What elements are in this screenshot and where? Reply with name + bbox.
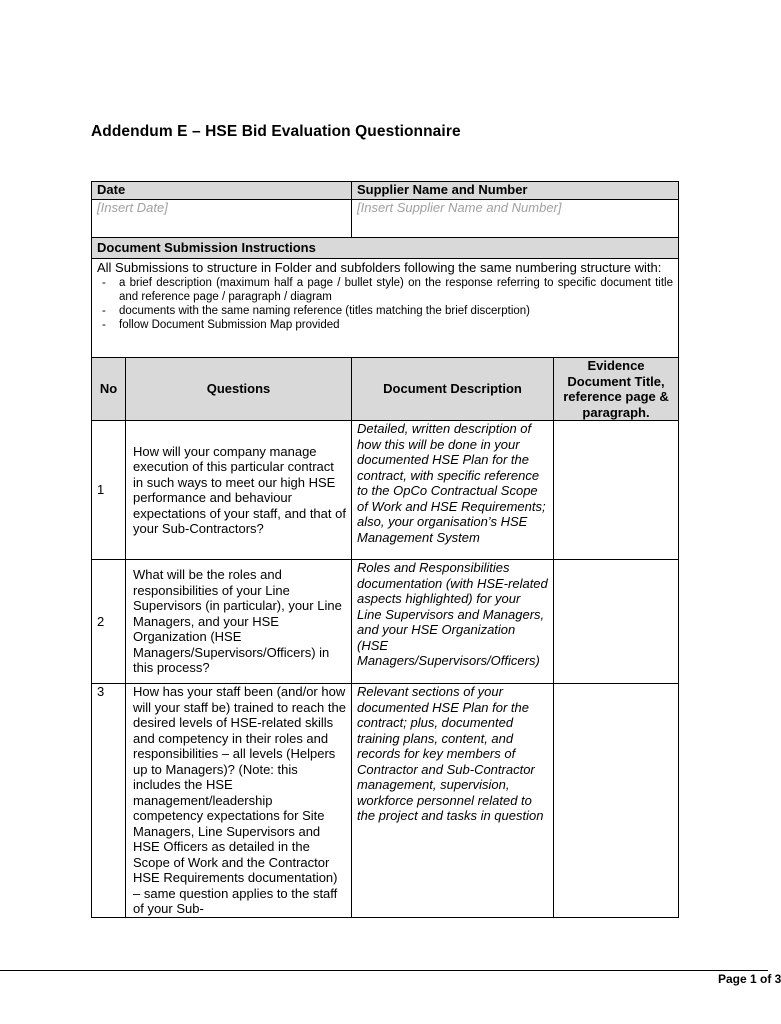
question-text: What will be the roles and responsibilities of your Line Supervisors (in particular), your Line Managers, and your HSE Organization (HSE Managers/Supervisors/Officers) in this process? xyxy=(126,560,352,684)
questionnaire-table xyxy=(91,181,679,918)
document-description: Roles and Responsibilities documentation (with HSE-related aspects highlighted) for your Line Supervisors and Managers, and your HSE Organization (HSE Managers/Supervisors/Officers) xyxy=(352,560,554,684)
instruction-text: a brief description (maximum half a page / bullet style) on the response referring to specific document title and reference page / paragraph / diagram xyxy=(119,276,674,303)
bullet-dash: - xyxy=(102,276,106,289)
document-description: Relevant sections of your documented HSE Plan for the contract; plus, documented training plans, content, and records for key members of Contractor and Sub-Contractor management, supervision, workforce personnel related to the project and tasks in question xyxy=(352,684,554,918)
list-item xyxy=(97,304,673,318)
row-number: 1 xyxy=(92,421,126,560)
date-supplier-input-row xyxy=(92,200,679,238)
instructions-heading: Document Submission Instructions xyxy=(92,238,679,259)
instructions-heading-row xyxy=(92,238,679,259)
page-title: Addendum E – HSE Bid Evaluation Questionnaire xyxy=(91,123,461,140)
bullet-dash: - xyxy=(102,304,106,317)
instruction-text: follow Document Submission Map provided xyxy=(119,318,340,331)
evidence-cell[interactable] xyxy=(554,684,679,918)
column-header-no: No xyxy=(92,358,126,421)
table-row xyxy=(92,421,679,560)
date-field[interactable]: [Insert Date] xyxy=(92,200,352,238)
instructions-body-row xyxy=(92,259,679,358)
row-number: 3 xyxy=(92,684,126,918)
document-description: Detailed, written description of how this will be done in your documented HSE Plan for the contract, with specific reference to the OpCo Contractual Scope of Work and HSE Requirements; also, your organisation’s HSE Management System xyxy=(352,421,554,560)
instruction-text: documents with the same naming reference (titles matching the brief discerption) xyxy=(119,304,531,317)
list-item xyxy=(97,318,673,332)
evidence-cell[interactable] xyxy=(554,560,679,684)
bullet-dash: - xyxy=(102,318,106,331)
date-label: Date xyxy=(92,182,352,200)
column-header-description: Document Description xyxy=(352,358,554,421)
instructions-intro: All Submissions to structure in Folder and subfolders following the same numbering structure with: xyxy=(97,260,662,275)
supplier-label: Supplier Name and Number xyxy=(352,182,679,200)
evidence-cell[interactable] xyxy=(554,421,679,560)
instructions-body xyxy=(92,259,679,358)
list-item xyxy=(97,276,673,304)
supplier-field[interactable]: [Insert Supplier Name and Number] xyxy=(352,200,679,238)
row-number: 2 xyxy=(92,560,126,684)
column-header-questions: Questions xyxy=(126,358,352,421)
date-supplier-header-row xyxy=(92,182,679,200)
footer-divider xyxy=(0,970,768,971)
column-header-evidence: Evidence Document Title, reference page & paragraph. xyxy=(554,358,679,421)
question-text: How has your staff been (and/or how will your staff be) trained to reach the desired levels of HSE-related skills and competency in their roles and responsibilities – all levels (Helpers up to Managers)? (Note: this includes the HSE management/leadership competency expectations for Site Managers, Line Supervisors and HSE Officers as detailed in the Scope of Work and the Contractor HSE Requirements documentation) – same question applies to the staff of your Sub- xyxy=(126,684,352,918)
question-text: How will your company manage execution of this particular contract in such ways to meet our high HSE performance and behaviour expectations of your staff, and that of your Sub-Contractors? xyxy=(126,421,352,560)
page-number: Page 1 of 3 xyxy=(718,972,781,986)
column-header-row xyxy=(92,358,679,421)
instructions-list xyxy=(97,276,673,332)
table-row xyxy=(92,684,679,918)
table-row xyxy=(92,560,679,684)
